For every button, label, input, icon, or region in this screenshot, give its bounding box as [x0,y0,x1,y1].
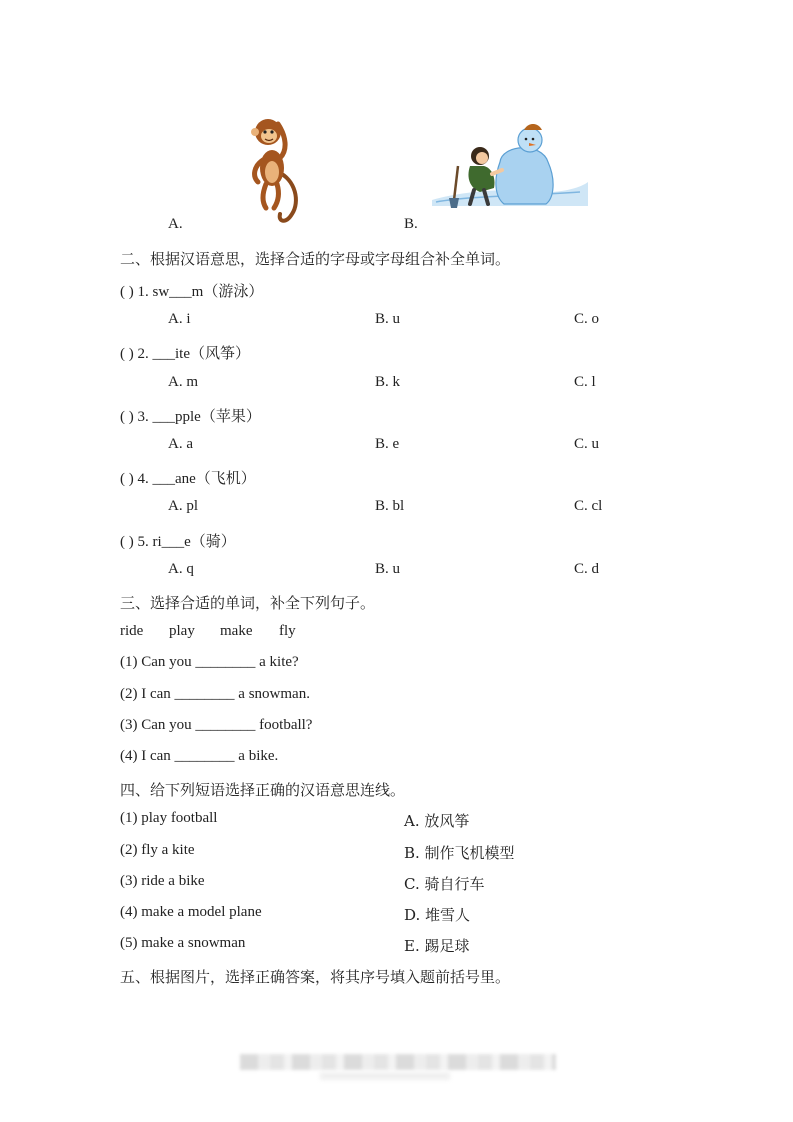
meaning-right: A. 放风筝 [404,812,470,830]
blurred-watermark-sub [320,1072,450,1080]
phrase-left: (3) ride a bike [120,873,205,889]
meaning-right: D. 堆雪人 [404,906,471,924]
option-b: B. u [375,561,401,577]
child-building-snowman-illustration [430,122,590,212]
option-a: A. a [168,436,193,452]
sentence: (4) I can ________ a bike. [120,748,279,764]
meaning-right: C. 骑自行车 [404,875,485,893]
word-bank-item: fly [279,623,296,639]
option-a: A. pl [168,498,198,514]
image-a-label: A. [168,216,183,232]
option-a: A. i [168,311,191,327]
sentence: (2) I can ________ a snowman. [120,686,310,702]
word-bank-item: ride [120,623,144,639]
option-a: A. q [168,561,194,577]
phrase-left: (2) fly a kite [120,842,195,858]
question-stem: ( ) 5. ri___e（骑） [120,534,236,550]
phrase-left: (4) make a model plane [120,904,262,920]
option-c: C. u [574,436,600,452]
image-b-label: B. [404,216,418,232]
option-c: C. d [574,561,600,577]
option-b: B. bl [375,498,405,514]
option-b: B. k [375,374,401,390]
question-stem: ( ) 1. sw___m（游泳） [120,284,264,300]
question-stem: ( ) 3. ___pple（苹果） [120,409,261,425]
option-c: C. l [574,374,596,390]
blurred-watermark [240,1054,556,1070]
monkey-illustration [244,110,304,230]
sentence: (1) Can you ________ a kite? [120,654,299,670]
section5-heading: 五、根据图片，选择正确答案，将其序号填入题前括号里。 [120,968,511,986]
meaning-right: B. 制作飞机模型 [404,844,515,862]
word-bank-item: play [169,623,195,639]
section4-heading: 四、给下列短语选择正确的汉语意思连线。 [120,781,406,799]
meaning-right: E. 踢足球 [404,937,470,955]
phrase-left: (5) make a snowman [120,935,246,951]
question-stem: ( ) 2. ___ite（风筝） [120,346,250,362]
option-b: B. e [375,436,400,452]
option-b: B. u [375,311,401,327]
section3-heading: 三、选择合适的单词，补全下列句子。 [120,594,376,612]
option-c: C. cl [574,498,603,514]
sentence: (3) Can you ________ football? [120,717,313,733]
phrase-left: (1) play football [120,810,218,826]
word-bank-item: make [220,623,253,639]
option-a: A. m [168,374,198,390]
section2-heading: 二、根据汉语意思，选择合适的字母或字母组合补全单词。 [120,250,511,268]
option-c: C. o [574,311,600,327]
question-stem: ( ) 4. ___ane（飞机） [120,471,256,487]
